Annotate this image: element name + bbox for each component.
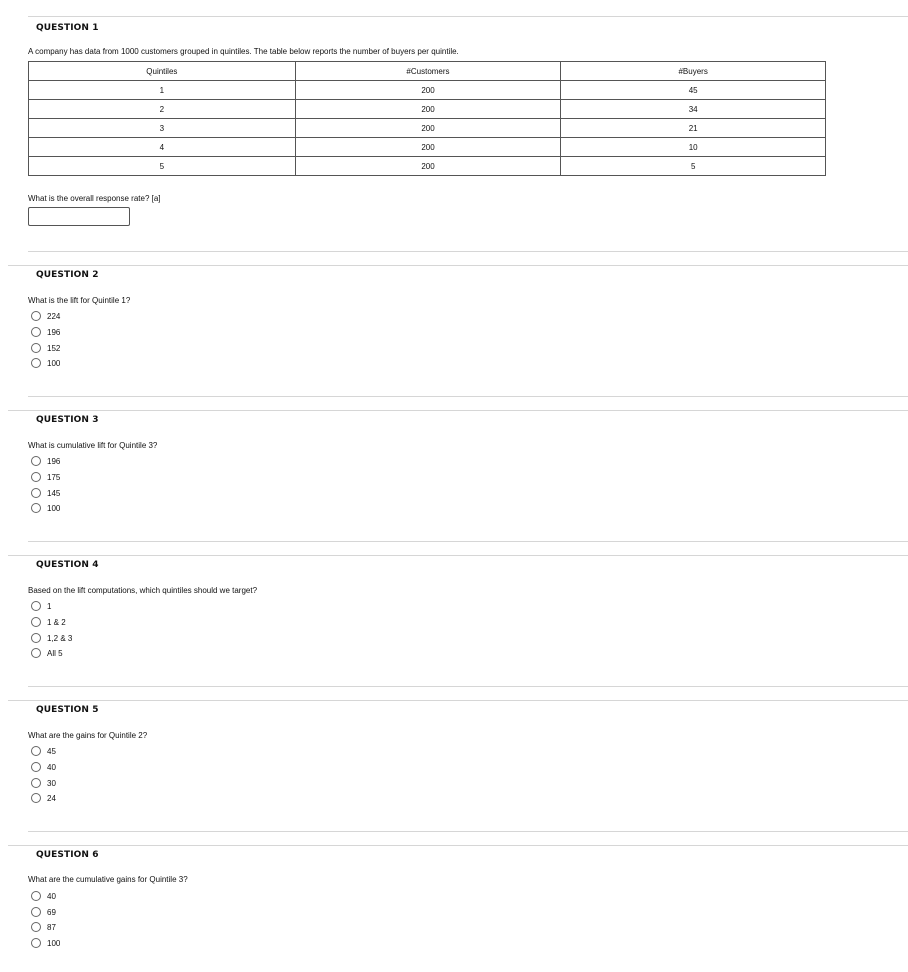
q3-option[interactable] xyxy=(31,502,60,514)
radio-button[interactable] xyxy=(31,503,41,513)
q4-option[interactable] xyxy=(31,632,72,644)
option-label: 100 xyxy=(47,503,61,513)
question-5-prompt: What are the gains for Quintile 2? xyxy=(28,731,148,740)
cell-customers: 200 xyxy=(295,138,561,157)
option-label: 1 & 2 xyxy=(47,617,66,627)
option-label: 100 xyxy=(47,358,61,368)
option-label: 45 xyxy=(47,746,56,756)
cell-customers: 200 xyxy=(295,81,561,100)
cell-quintile: 4 xyxy=(29,138,296,157)
radio-button[interactable] xyxy=(31,938,41,948)
q6-option[interactable] xyxy=(31,937,60,949)
q5-option[interactable] xyxy=(31,792,56,804)
question-2-bottom-separator xyxy=(28,396,908,397)
radio-button[interactable] xyxy=(31,746,41,756)
question-3-title: QUESTION 3 xyxy=(36,415,99,425)
question-1-intro: A company has data from 1000 customers grouped in quintiles. The table below reports the number of buyers per quintile. xyxy=(28,47,459,56)
table-row xyxy=(29,138,826,157)
question-5-top-separator xyxy=(8,700,908,701)
option-label: 145 xyxy=(47,488,61,498)
question-3-prompt: What is cumulative lift for Quintile 3? xyxy=(28,441,158,450)
q4-option[interactable] xyxy=(31,600,51,612)
option-label: 40 xyxy=(47,891,56,901)
table-row xyxy=(29,100,826,119)
radio-button[interactable] xyxy=(31,601,41,611)
quintile-table xyxy=(28,61,826,176)
header-quintiles: Quintiles xyxy=(29,62,296,81)
q6-option[interactable] xyxy=(31,890,56,902)
cell-quintile: 5 xyxy=(29,157,296,176)
question-1-bottom-separator xyxy=(28,251,908,252)
cell-quintile: 1 xyxy=(29,81,296,100)
option-label: 1 xyxy=(47,601,52,611)
option-label: 224 xyxy=(47,311,61,321)
question-2-top-separator xyxy=(8,265,908,266)
q2-option[interactable] xyxy=(31,326,60,338)
q4-option[interactable] xyxy=(31,647,63,659)
cell-quintile: 3 xyxy=(29,119,296,138)
q3-option[interactable] xyxy=(31,487,60,499)
option-label: 175 xyxy=(47,472,61,482)
radio-button[interactable] xyxy=(31,793,41,803)
question-2-title: QUESTION 2 xyxy=(36,270,99,280)
option-label: 30 xyxy=(47,778,56,788)
cell-customers: 200 xyxy=(295,157,561,176)
cell-buyers: 45 xyxy=(561,81,826,100)
header-buyers: #Buyers xyxy=(561,62,826,81)
table-row xyxy=(29,119,826,138)
q6-option[interactable] xyxy=(31,906,56,918)
question-3-bottom-separator xyxy=(28,541,908,542)
option-label: 100 xyxy=(47,938,61,948)
top-separator xyxy=(28,16,908,17)
question-3-top-separator xyxy=(8,410,908,411)
response-rate-input[interactable] xyxy=(28,207,130,226)
q3-option[interactable] xyxy=(31,471,60,483)
table-row xyxy=(29,81,826,100)
option-label: 196 xyxy=(47,456,61,466)
question-4-top-separator xyxy=(8,555,908,556)
radio-button[interactable] xyxy=(31,358,41,368)
q5-option[interactable] xyxy=(31,745,56,757)
radio-button[interactable] xyxy=(31,327,41,337)
question-4-bottom-separator xyxy=(28,686,908,687)
radio-button[interactable] xyxy=(31,488,41,498)
table-header-row xyxy=(29,62,826,81)
radio-button[interactable] xyxy=(31,922,41,932)
radio-button[interactable] xyxy=(31,648,41,658)
question-6-top-separator xyxy=(8,845,908,846)
radio-button[interactable] xyxy=(31,343,41,353)
q2-option[interactable] xyxy=(31,342,60,354)
radio-button[interactable] xyxy=(31,907,41,917)
option-label: 196 xyxy=(47,327,61,337)
q2-option[interactable] xyxy=(31,310,60,322)
header-customers: #Customers xyxy=(295,62,561,81)
option-label: All 5 xyxy=(47,648,63,658)
q5-option[interactable] xyxy=(31,777,56,789)
cell-customers: 200 xyxy=(295,119,561,138)
cell-buyers: 34 xyxy=(561,100,826,119)
question-6-prompt: What are the cumulative gains for Quintile 3? xyxy=(28,875,188,884)
radio-button[interactable] xyxy=(31,633,41,643)
radio-button[interactable] xyxy=(31,762,41,772)
question-2-prompt: What is the lift for Quintile 1? xyxy=(28,296,131,305)
cell-buyers: 5 xyxy=(561,157,826,176)
option-label: 40 xyxy=(47,762,56,772)
table-row xyxy=(29,157,826,176)
question-6-title: QUESTION 6 xyxy=(36,850,99,860)
question-4-prompt: Based on the lift computations, which quintiles should we target? xyxy=(28,586,258,595)
question-1-title: QUESTION 1 xyxy=(36,23,99,33)
q3-option[interactable] xyxy=(31,455,60,467)
radio-button[interactable] xyxy=(31,456,41,466)
q5-option[interactable] xyxy=(31,761,56,773)
option-label: 1,2 & 3 xyxy=(47,633,73,643)
radio-button[interactable] xyxy=(31,472,41,482)
q6-option[interactable] xyxy=(31,921,56,933)
cell-customers: 200 xyxy=(295,100,561,119)
question-5-title: QUESTION 5 xyxy=(36,705,99,715)
option-label: 24 xyxy=(47,793,56,803)
radio-button[interactable] xyxy=(31,891,41,901)
question-1-prompt: What is the overall response rate? [a] xyxy=(28,194,161,203)
cell-buyers: 21 xyxy=(561,119,826,138)
q2-option[interactable] xyxy=(31,357,60,369)
option-label: 152 xyxy=(47,343,61,353)
radio-button[interactable] xyxy=(31,311,41,321)
question-4-title: QUESTION 4 xyxy=(36,560,99,570)
option-label: 87 xyxy=(47,922,56,932)
radio-button[interactable] xyxy=(31,617,41,627)
q4-option[interactable] xyxy=(31,616,66,628)
question-5-bottom-separator xyxy=(28,831,908,832)
cell-buyers: 10 xyxy=(561,138,826,157)
radio-button[interactable] xyxy=(31,778,41,788)
option-label: 69 xyxy=(47,907,56,917)
cell-quintile: 2 xyxy=(29,100,296,119)
